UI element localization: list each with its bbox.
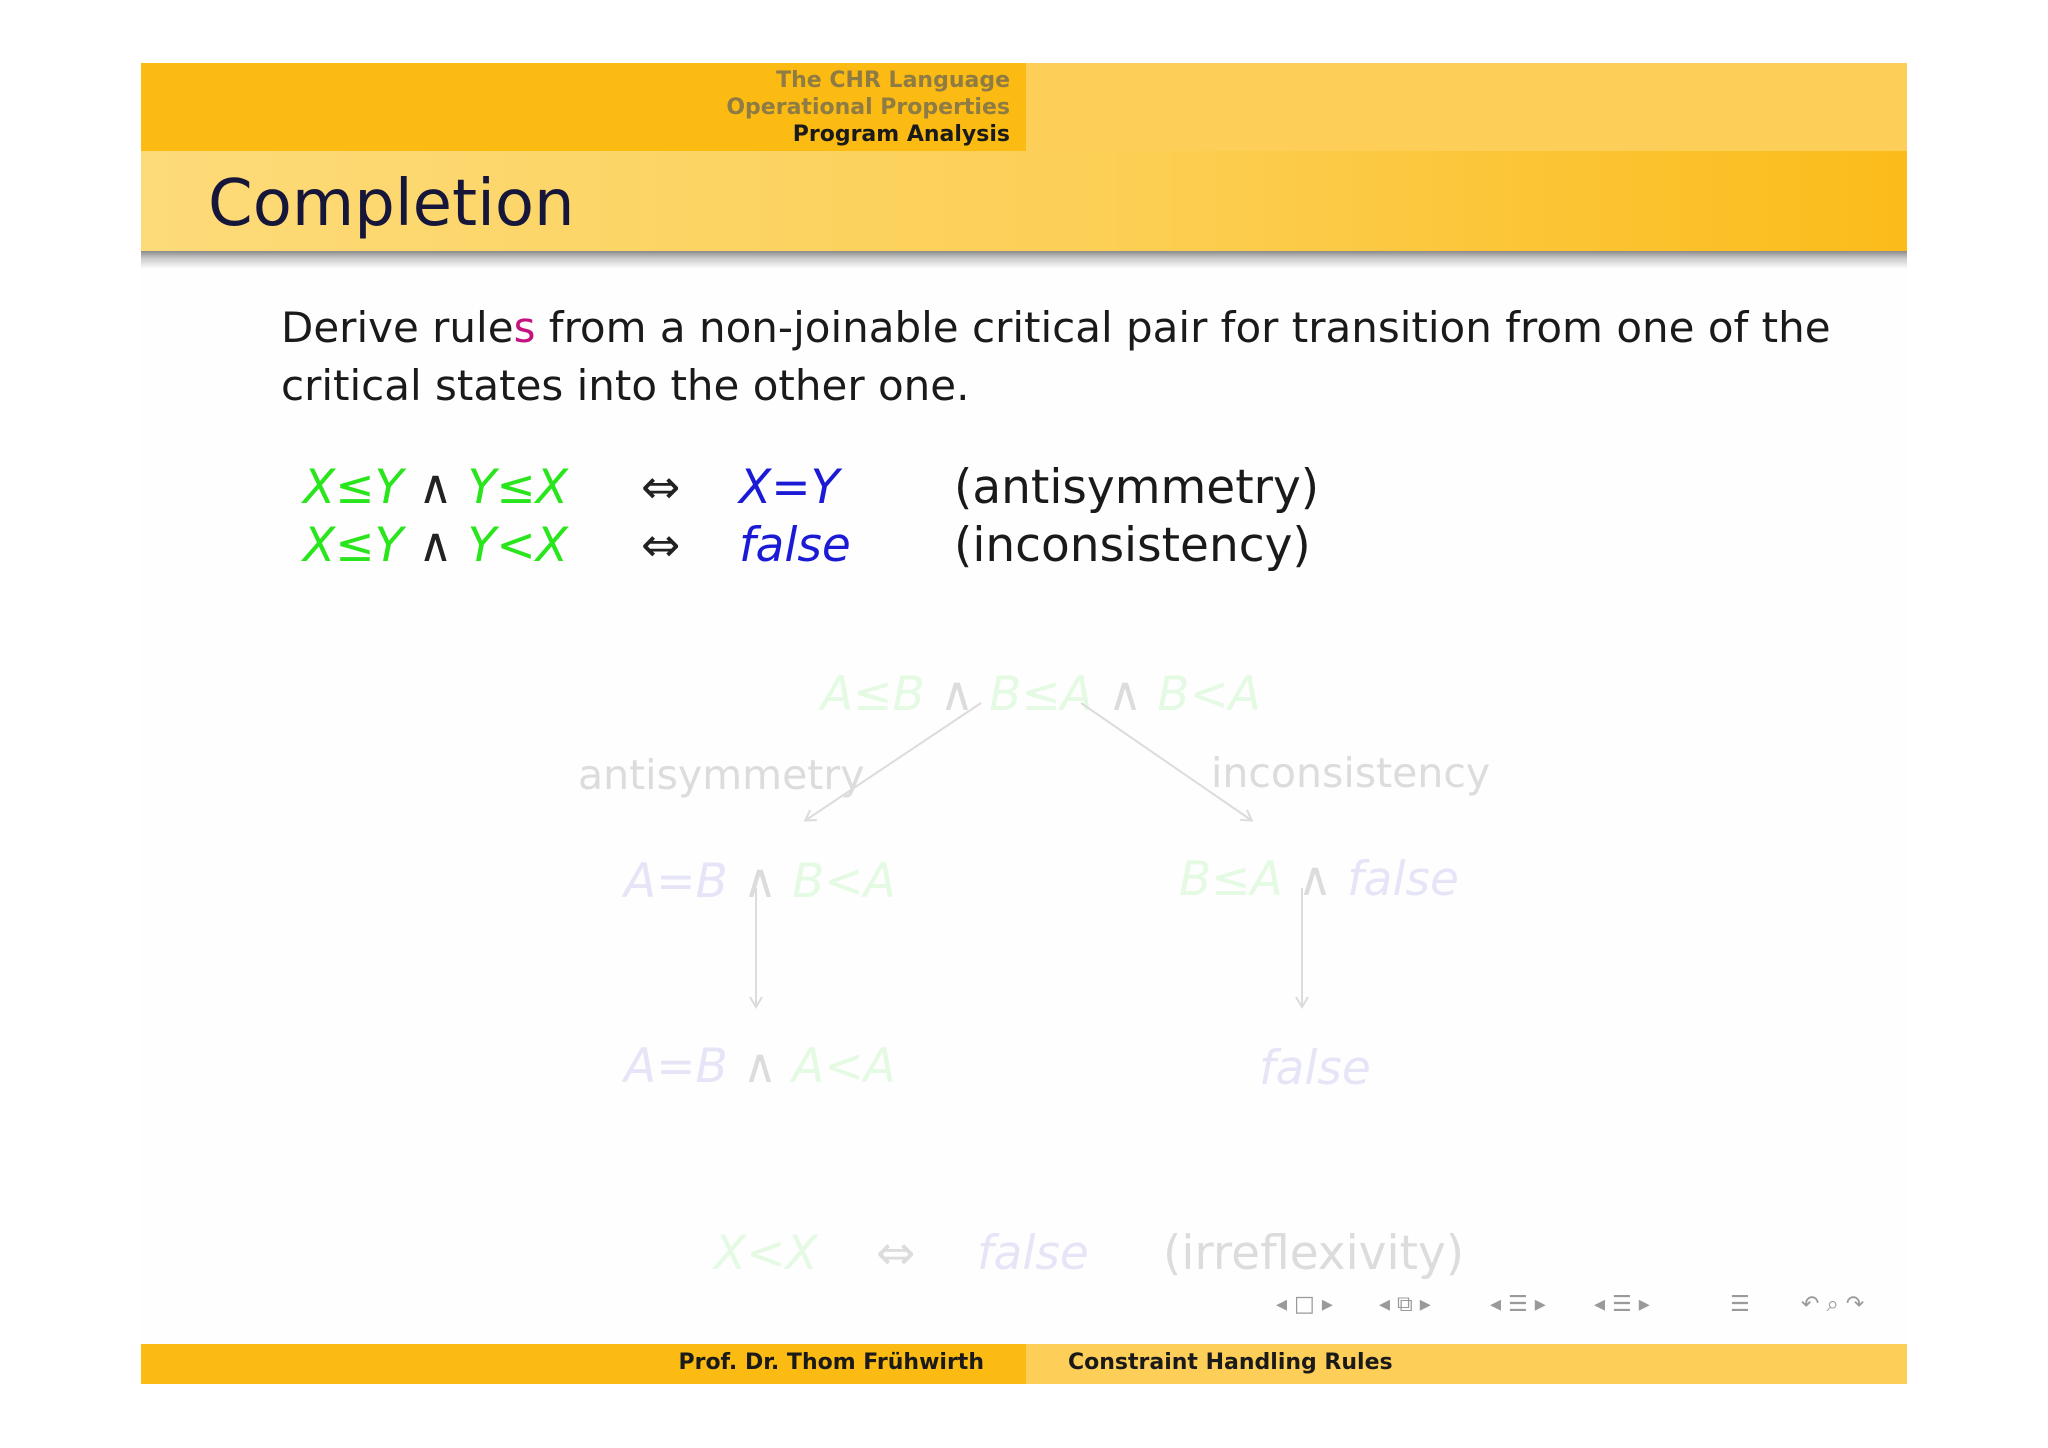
section-link-chr-language[interactable]: The CHR Language (776, 68, 1010, 93)
rule-name: (inconsistency) (954, 518, 1311, 573)
final-state-right: false (1259, 1041, 1371, 1096)
constraint: B<A (1157, 667, 1261, 722)
arrow-root-to-left (806, 703, 981, 820)
conjunction: ∧ (1297, 852, 1333, 907)
constraint: false (1347, 852, 1459, 907)
section-prev-icon[interactable]: ◂ (1490, 1292, 1502, 1317)
arrow-root-to-right (1081, 703, 1251, 820)
footer-title-bar (1026, 1344, 1907, 1384)
subsection-next-icon[interactable]: ▸ (1419, 1292, 1431, 1317)
rule-lhs-head: Y≤X (467, 460, 568, 515)
undo-icon[interactable]: ↶ (1801, 1292, 1820, 1317)
conjunction: ∧ (939, 667, 975, 722)
nav-toc-group (1594, 1292, 1650, 1317)
simplification-operator: ⇔ (641, 518, 681, 573)
simplification-operator: ⇔ (641, 460, 681, 515)
irreflexivity-lhs: X<X (714, 1226, 818, 1281)
nav-frame-group (1276, 1292, 1333, 1317)
conjunction: ∧ (742, 1039, 778, 1094)
constraint: B≤A (989, 667, 1093, 722)
subsection-prev-icon[interactable]: ◂ (1379, 1292, 1391, 1317)
irreflexivity-body: false (977, 1226, 1089, 1281)
conjunction: ∧ (1107, 667, 1143, 722)
conjunction: ∧ (418, 460, 453, 515)
rule-lhs-head: X≤Y (303, 460, 404, 515)
rule-name: (antisymmetry) (954, 460, 1320, 515)
section-next-icon[interactable]: ▸ (1534, 1292, 1546, 1317)
redo-icon[interactable]: ↷ (1845, 1292, 1865, 1317)
appendix-icon[interactable]: ☰ (1730, 1292, 1750, 1317)
nav-section-group (1490, 1292, 1546, 1317)
frame-next-icon[interactable]: ▸ (1321, 1292, 1333, 1317)
simplification-operator: ⇔ (876, 1226, 916, 1281)
search-icon[interactable]: ⌕ (1826, 1292, 1839, 1317)
slide (141, 63, 1907, 1384)
constraint: A=B (624, 1039, 728, 1094)
frame-title: Completion (208, 167, 575, 241)
rule-lhs-head: Y<X (467, 518, 568, 573)
rule-body: X=Y (739, 460, 840, 515)
body-text-end: from a non-joinable critical pair for transition from one of the critical states into the other one. (281, 303, 1831, 410)
body-text-alert: s (513, 303, 536, 352)
nav-subsection-group (1379, 1292, 1431, 1317)
toc-next-icon[interactable]: ▸ (1638, 1292, 1650, 1317)
footer-author: Prof. Dr. Thom Frühwirth (678, 1350, 984, 1375)
section-icon[interactable]: ☰ (1508, 1292, 1528, 1317)
body-text-start: Derive rule (281, 303, 514, 352)
section-link-program-analysis[interactable]: Program Analysis (792, 122, 1010, 147)
toc-prev-icon[interactable]: ◂ (1594, 1292, 1606, 1317)
diagram-arrows (141, 63, 1907, 1384)
constraint: A=B (624, 854, 728, 909)
constraint: B≤A (1179, 852, 1283, 907)
constraint: B<A (792, 854, 896, 909)
frame-prev-icon[interactable]: ◂ (1276, 1292, 1288, 1317)
transition-label-inconsistency: inconsistency (1211, 749, 1491, 797)
rule-lhs-head: X≤Y (303, 518, 404, 573)
constraint: A<A (792, 1039, 896, 1094)
conjunction: ∧ (418, 518, 453, 573)
section-link-operational-properties[interactable]: Operational Properties (726, 95, 1010, 120)
footer-author-bar (141, 1344, 1026, 1384)
constraint: A≤B (821, 667, 925, 722)
conjunction: ∧ (742, 854, 778, 909)
footer-course: Constraint Handling Rules (1068, 1350, 1393, 1375)
subsection-icon[interactable]: ⧉ (1397, 1292, 1413, 1317)
nav-search-group (1801, 1292, 1864, 1317)
frame-icon[interactable]: □ (1294, 1292, 1315, 1317)
toc-icon[interactable]: ☰ (1612, 1292, 1632, 1317)
irreflexivity-name: (irreflexivity) (1163, 1226, 1465, 1281)
rule-body: false (739, 518, 851, 573)
transition-label-antisymmetry: antisymmetry (578, 751, 865, 799)
